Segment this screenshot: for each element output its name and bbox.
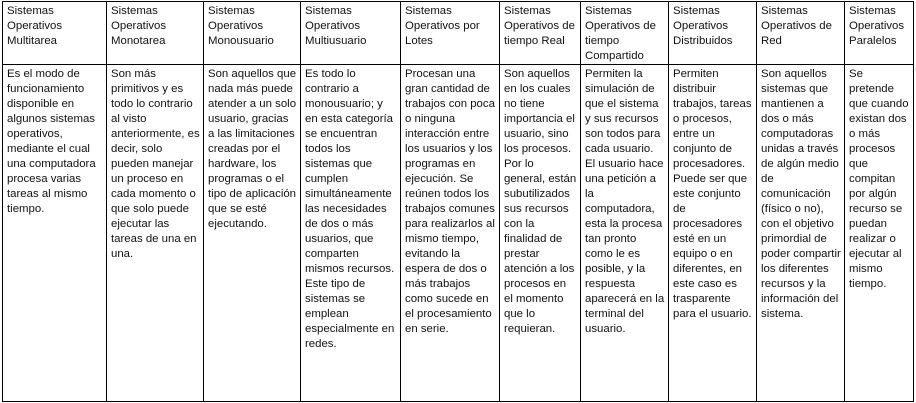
header-cell: Sistemas Operativos de tiempo Compartido [581, 2, 669, 65]
description-cell: Son aquellos sistemas que mantienen a dos o más computadoras unidas a través de algún medio de comunicación (físico o no), con el objetivo primordial de poder compartir los diferentes recursos y la información del sistema. [757, 65, 845, 402]
header-cell: Sistemas Operativos de Red [757, 2, 845, 65]
description-cell: Son aquellos que nada más puede atender a un solo usuario, gracias a las limitaciones creadas por el hardware, los programas o el tipo de aplicación que se esté ejecutando. [204, 65, 301, 402]
header-cell: Sistemas Operativos Monotarea [107, 2, 204, 65]
description-cell: Es el modo de funcionamiento disponible en algunos sistemas operativos, mediante el cual una computadora procesa varias tareas al mismo tiempo. [3, 65, 107, 402]
description-cell: Son aquellos en los cuales no tiene importancia el usuario, sino los procesos. Por lo general, están subutilizados sus recursos con la finalidad de prestar atención a los procesos en el momento que lo requieran. [500, 65, 581, 402]
header-cell: Sistemas Operativos Multitarea [3, 2, 107, 65]
description-cell: Son más primitivos y es todo lo contrario al visto anteriormente, es decir, solo pueden manejar un proceso en cada momento o que solo puede ejecutar las tareas de una en una. [107, 65, 204, 402]
description-cell: Permiten la simulación de que el sistema y sus recursos son todos para cada usuario. El usuario hace una petición a la computadora, esta la procesa tan pronto como le es posible, y la respuesta aparecerá en la terminal del usuario. [581, 65, 669, 402]
header-cell: Sistemas Operativos Monousuario [204, 2, 301, 65]
header-cell: Sistemas Operativos Distribuidos [669, 2, 757, 65]
header-cell: Sistemas Operativos por Lotes [401, 2, 500, 65]
header-cell: Sistemas Operativos Multiusuario [301, 2, 401, 65]
table-header-row [3, 2, 914, 65]
header-cell: Sistemas Operativos de tiempo Real [500, 2, 581, 65]
table-row [3, 65, 914, 402]
description-cell: Es todo lo contrario a monousuario; y en esta categoría se encuentran todos los sistemas que cumplen simultáneamente las necesidades de dos o más usuarios, que comparten mismos recursos. Este tipo de sistemas se emplean especialmente en redes. [301, 65, 401, 402]
header-cell: Sistemas Operativos Paralelos [845, 2, 914, 65]
description-cell: Procesan una gran cantidad de trabajos con poca o ninguna interacción entre los usuarios y los programas en ejecución. Se reúnen todos los trabajos comunes para realizarlos al mismo tiempo, evitando la espera de dos o más trabajos como sucede en el procesamiento en serie. [401, 65, 500, 402]
os-types-table [2, 1, 914, 402]
description-cell: Se pretende que cuando existan dos o más procesos que compitan por algún recurso se puedan realizar o ejecutar al mismo tiempo. [845, 65, 914, 402]
description-cell: Permiten distribuir trabajos, tareas o procesos, entre un conjunto de procesadores. Puede ser que este conjunto de procesadores esté en un equipo o en diferentes, en este caso es trasparente para el usuario. [669, 65, 757, 402]
